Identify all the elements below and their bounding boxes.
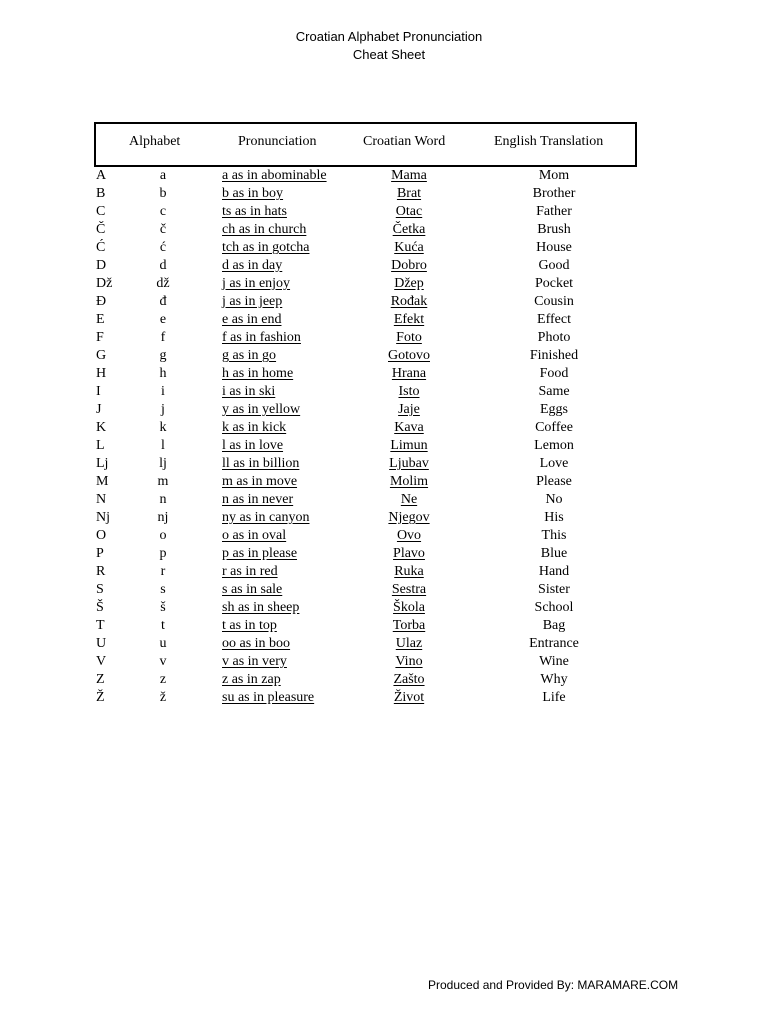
lowercase-letter: e [159, 312, 167, 327]
pronunciation: ll as in billion [222, 456, 300, 471]
table-row [0, 653, 768, 671]
pronunciation: a as in abominable [222, 168, 327, 183]
lowercase-letter: f [160, 330, 166, 345]
uppercase-letter: Š [96, 600, 104, 615]
english-translation: Coffee [535, 420, 573, 435]
lowercase-letter: b [159, 186, 167, 201]
table-row [0, 527, 768, 545]
table-row [0, 545, 768, 563]
lowercase-letter: j [161, 402, 165, 417]
lowercase-letter: s [160, 582, 166, 597]
uppercase-letter: Z [96, 672, 105, 687]
table-row [0, 563, 768, 581]
pronunciation: m as in move [222, 474, 298, 489]
table-row [0, 671, 768, 689]
table-row [0, 347, 768, 365]
english-translation: Wine [539, 654, 569, 669]
uppercase-letter: N [96, 492, 107, 507]
english-translation: Cousin [534, 294, 574, 309]
header-alphabet: Alphabet [129, 134, 181, 149]
pronunciation: j as in jeep [222, 294, 283, 309]
table-row [0, 437, 768, 455]
english-translation: Food [539, 366, 569, 381]
table-row [0, 383, 768, 401]
lowercase-letter: t [161, 618, 165, 633]
header-croatian-word: Croatian Word [363, 134, 446, 149]
uppercase-letter: V [96, 654, 107, 669]
croatian-word: Njegov [388, 510, 430, 525]
lowercase-letter: c [159, 204, 167, 219]
lowercase-letter: m [157, 474, 169, 489]
english-translation: Entrance [529, 636, 579, 651]
english-translation: Mom [538, 168, 570, 183]
croatian-word: Kava [394, 420, 424, 435]
pronunciation: b as in boy [222, 186, 284, 201]
croatian-word: Hrana [391, 366, 427, 381]
table-row [0, 365, 768, 383]
pronunciation: ch as in church [222, 222, 307, 237]
lowercase-letter: č [159, 222, 167, 237]
croatian-word: Ovo [396, 528, 422, 543]
croatian-word: Mama [391, 168, 427, 183]
english-translation: Effect [537, 312, 571, 327]
table-row [0, 455, 768, 473]
lowercase-letter: h [159, 366, 167, 381]
table-row [0, 599, 768, 617]
table-row [0, 689, 768, 707]
english-translation: Please [536, 474, 572, 489]
pronunciation: o as in oval [222, 528, 287, 543]
english-translation: His [544, 510, 564, 525]
pronunciation: d as in day [222, 258, 283, 273]
croatian-word: Plavo [393, 546, 425, 561]
pronunciation: h as in home [222, 366, 294, 381]
english-translation: Pocket [534, 276, 574, 291]
uppercase-letter: Č [96, 222, 106, 237]
croatian-word: Brat [396, 186, 422, 201]
uppercase-letter: R [96, 564, 106, 579]
table-row [0, 581, 768, 599]
pronunciation: s as in sale [222, 582, 283, 597]
header-pronunciation: Pronunciation [238, 134, 317, 149]
uppercase-letter: F [96, 330, 104, 345]
uppercase-letter: Đ [96, 294, 107, 309]
table-row [0, 239, 768, 257]
pronunciation: z as in zap [222, 672, 281, 687]
table-row [0, 275, 768, 293]
lowercase-letter: i [161, 384, 165, 399]
uppercase-letter: B [96, 186, 106, 201]
croatian-word: Zašto [393, 672, 425, 687]
lowercase-letter: g [159, 348, 167, 363]
pronunciation: sh as in sheep [222, 600, 300, 615]
uppercase-letter: J [96, 402, 102, 417]
pronunciation: f as in fashion [222, 330, 301, 345]
uppercase-letter: L [96, 438, 105, 453]
uppercase-letter: S [96, 582, 104, 597]
english-translation: Brush [537, 222, 571, 237]
pronunciation: e as in end [222, 312, 282, 327]
uppercase-letter: Nj [96, 510, 110, 525]
english-translation: School [534, 600, 574, 615]
english-translation: Same [538, 384, 570, 399]
table-row [0, 509, 768, 527]
pronunciation: n as in never [222, 492, 294, 507]
table-row [0, 635, 768, 653]
croatian-word: Rođak [390, 294, 428, 309]
table-row [0, 401, 768, 419]
english-translation: House [536, 240, 572, 255]
table-row [0, 167, 768, 185]
uppercase-letter: M [96, 474, 109, 489]
lowercase-letter: n [159, 492, 167, 507]
table-row [0, 419, 768, 437]
pronunciation: k as in kick [222, 420, 287, 435]
uppercase-letter: Lj [96, 456, 109, 471]
croatian-word: Ne [400, 492, 418, 507]
uppercase-letter: C [96, 204, 106, 219]
pronunciation: j as in enjoy [222, 276, 291, 291]
english-translation: Lemon [534, 438, 574, 453]
lowercase-letter: š [160, 600, 166, 615]
pronunciation: r as in red [222, 564, 278, 579]
pronunciation: su as in pleasure [222, 690, 315, 705]
table-row [0, 221, 768, 239]
pronunciation: i as in ski [222, 384, 276, 399]
uppercase-letter: O [96, 528, 107, 543]
croatian-word: Isto [398, 384, 420, 399]
uppercase-letter: T [96, 618, 105, 633]
english-translation: Brother [532, 186, 576, 201]
croatian-word: Život [393, 690, 425, 705]
uppercase-letter: D [96, 258, 107, 273]
pronunciation: ts as in hats [222, 204, 287, 219]
english-translation: Finished [529, 348, 579, 363]
lowercase-letter: o [159, 528, 167, 543]
pronunciation: t as in top [222, 618, 277, 633]
english-translation: Father [536, 204, 572, 219]
english-translation: Sister [538, 582, 570, 597]
pronunciation: tch as in gotcha [222, 240, 310, 255]
table-row [0, 311, 768, 329]
english-translation: Love [539, 456, 569, 471]
table-row [0, 203, 768, 221]
uppercase-letter: G [96, 348, 107, 363]
uppercase-letter: U [96, 636, 107, 651]
lowercase-letter: ć [159, 240, 167, 255]
lowercase-letter: d [159, 258, 167, 273]
english-translation: This [541, 528, 567, 543]
lowercase-letter: dž [156, 276, 170, 291]
lowercase-letter: v [159, 654, 167, 669]
croatian-word: Džep [394, 276, 424, 291]
croatian-word: Sestra [391, 582, 427, 597]
croatian-word: Ljubav [389, 456, 429, 471]
croatian-word: Efekt [393, 312, 425, 327]
english-translation: Photo [537, 330, 571, 345]
pronunciation: v as in very [222, 654, 287, 669]
croatian-word: Ulaz [395, 636, 423, 651]
lowercase-letter: l [161, 438, 165, 453]
uppercase-letter: I [96, 384, 101, 399]
croatian-word: Otac [395, 204, 423, 219]
croatian-word: Torba [392, 618, 426, 633]
footer-credit: Produced and Provided By: MARAMARE.COM [428, 978, 679, 992]
lowercase-letter: r [160, 564, 166, 579]
header-english-translation: English Translation [494, 134, 604, 149]
croatian-word: Četka [392, 222, 426, 237]
uppercase-letter: A [96, 168, 107, 183]
lowercase-letter: a [159, 168, 167, 183]
pronunciation: g as in go [222, 348, 277, 363]
croatian-word: Vino [395, 654, 423, 669]
lowercase-letter: u [159, 636, 167, 651]
uppercase-letter: Ž [96, 690, 105, 705]
pronunciation: l as in love [222, 438, 284, 453]
uppercase-letter: Dž [96, 276, 113, 291]
english-translation: Blue [540, 546, 568, 561]
croatian-word: Limun [390, 438, 428, 453]
croatian-word: Kuća [394, 240, 424, 255]
page-title: Croatian Alphabet Pronunciation [295, 29, 483, 44]
uppercase-letter: Ć [96, 240, 106, 255]
uppercase-letter: P [96, 546, 104, 561]
english-translation: Hand [538, 564, 570, 579]
croatian-word: Dobro [391, 258, 427, 273]
lowercase-letter: z [159, 672, 167, 687]
table-row [0, 185, 768, 203]
english-translation: Life [542, 690, 566, 705]
uppercase-letter: E [96, 312, 105, 327]
english-translation: Why [540, 672, 568, 687]
uppercase-letter: H [96, 366, 107, 381]
english-translation: No [545, 492, 563, 507]
pronunciation: oo as in boo [222, 636, 291, 651]
english-translation: Good [538, 258, 570, 273]
english-translation: Eggs [540, 402, 568, 417]
table-row [0, 293, 768, 311]
lowercase-letter: nj [157, 510, 169, 525]
page-subtitle: Cheat Sheet [352, 47, 426, 62]
croatian-word: Molim [389, 474, 429, 489]
table-row [0, 473, 768, 491]
table-row [0, 329, 768, 347]
lowercase-letter: đ [159, 294, 167, 309]
croatian-word: Škola [393, 600, 425, 615]
lowercase-letter: p [159, 546, 167, 561]
table-row [0, 491, 768, 509]
croatian-word: Foto [396, 330, 422, 345]
lowercase-letter: ž [159, 690, 167, 705]
uppercase-letter: K [96, 420, 107, 435]
lowercase-letter: k [159, 420, 167, 435]
croatian-word: Ruka [394, 564, 424, 579]
pronunciation: p as in please [222, 546, 298, 561]
pronunciation: ny as in canyon [222, 510, 310, 525]
croatian-word: Gotovo [388, 348, 430, 363]
lowercase-letter: lj [159, 456, 167, 471]
pronunciation: y as in yellow [222, 402, 301, 417]
table-row [0, 257, 768, 275]
english-translation: Bag [542, 618, 566, 633]
croatian-word: Jaje [398, 402, 420, 417]
table-row [0, 617, 768, 635]
